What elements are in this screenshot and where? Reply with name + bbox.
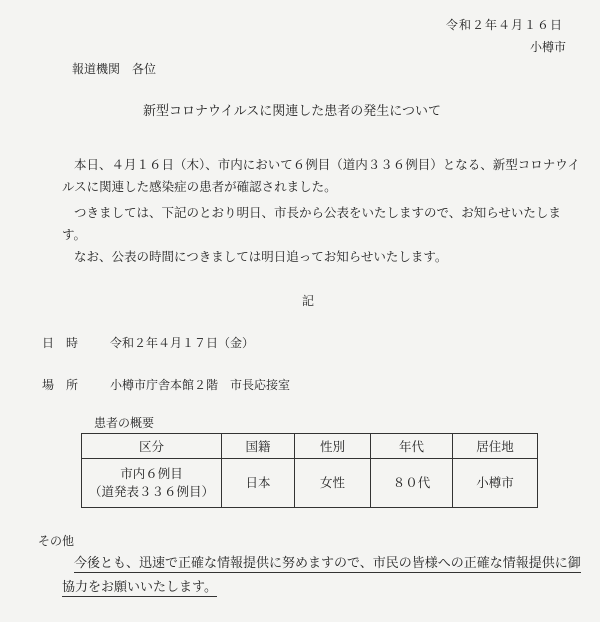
column-header-residence: 居住地: [453, 434, 538, 459]
document-title: 新型コロナウイルスに関連した患者の発生について: [143, 104, 441, 119]
column-header-nationality: 国籍: [222, 434, 295, 459]
place-label: 場 所: [42, 378, 79, 392]
body-paragraph-2: つきましては、下記のとおり明日、市長から公表をいたしますので、お知らせいたします。: [62, 205, 561, 242]
table-row: [82, 459, 538, 508]
category-line-1: 市内６例目: [120, 466, 183, 481]
release-date: 令和２年４月１６日: [446, 18, 564, 32]
other-text-content: 今後とも、迅速で正確な情報提供に努めますので、市民の皆様への正確な情報提供に御協力をお願いいたします。: [62, 556, 581, 595]
category-line-2: （道発表３３６例目）: [88, 484, 214, 499]
column-header-age: 年代: [371, 434, 453, 459]
cell-category: [82, 459, 222, 508]
datetime-label: 日 時: [42, 336, 79, 350]
body-paragraph-3: なお、公表の時間につきましては明日追ってお知らせいたします。: [74, 249, 448, 264]
body-paragraph-1: 本日、４月１６日（木）、市内において６例目（道内３３６例目）となる、新型コロナウイルスに関連した感染症の患者が確認されました。: [62, 157, 580, 194]
patient-summary-table: [81, 433, 538, 508]
other-text: [62, 552, 582, 600]
cell-residence: 小樽市: [453, 459, 538, 508]
column-header-category: 区分: [82, 434, 222, 459]
cell-nationality: 日本: [222, 459, 295, 508]
datetime-value: 令和２年４月１７日（金）: [110, 336, 255, 350]
patient-summary-heading: 患者の概要: [94, 416, 155, 430]
place-value: 小樽市庁舎本館２階 市長応接室: [110, 378, 291, 392]
cell-age: ８０代: [371, 459, 453, 508]
ki-heading: 記: [302, 294, 315, 308]
column-header-gender: 性別: [295, 434, 371, 459]
table-header-row: [82, 434, 538, 459]
other-label: その他: [38, 534, 75, 548]
addressee: 報道機関 各位: [72, 62, 157, 76]
issuer-name: 小樽市: [530, 40, 567, 54]
cell-gender: 女性: [295, 459, 371, 508]
